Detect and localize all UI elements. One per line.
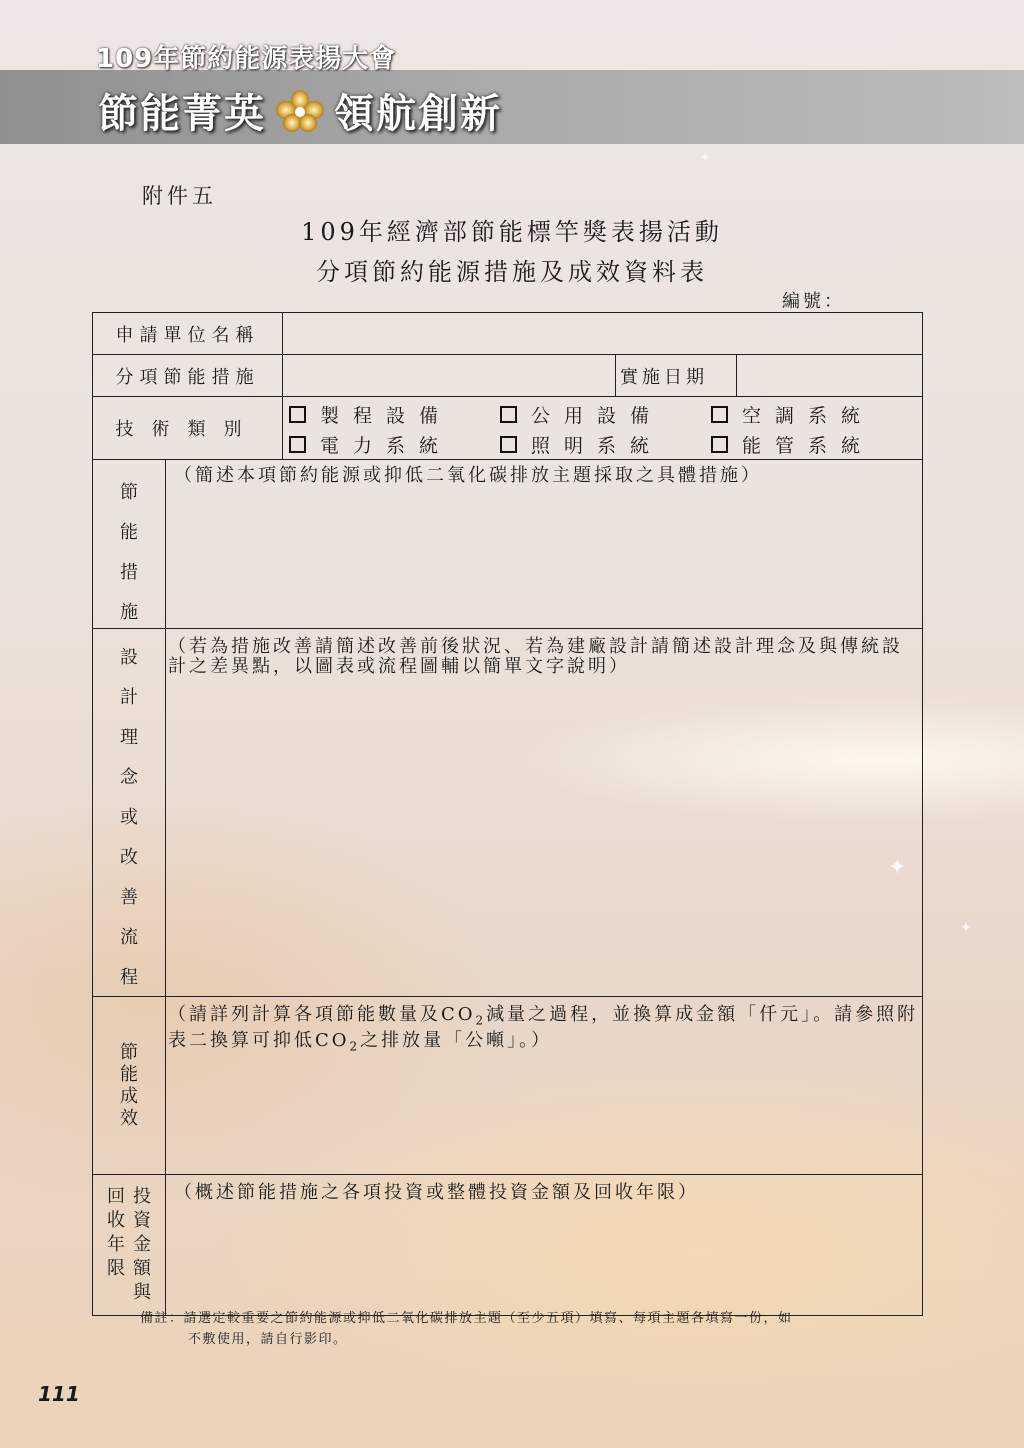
applicant-label: 申請單位名稱: [93, 313, 283, 355]
option-utility-equipment[interactable]: 公用設備: [500, 401, 711, 428]
doc-title-line1: 109年經濟部節能標竿獎表揚活動: [301, 218, 723, 246]
footnote-line2: 不敷使用，請自行影印。: [188, 1332, 348, 1347]
investment-label: [93, 1175, 166, 1316]
flower-logo-icon: [272, 89, 328, 133]
results-field[interactable]: [166, 997, 923, 1175]
date-label: 實施日期: [616, 355, 737, 397]
serial-label: 編號：: [782, 291, 845, 312]
investment-label-col2: 投 資 金 額 與: [133, 1186, 151, 1303]
measures-field[interactable]: [166, 460, 923, 629]
design-field[interactable]: [166, 629, 923, 997]
results-hint: （請詳列計算各項節能數量及$CO_2$減量之過程，並換算成金額「仟元」。請參照附表二換算可抑低$CO_2$之排放量「公噸」。）: [168, 1004, 919, 1054]
measure-field[interactable]: [283, 355, 616, 397]
tech-options-row-2: [289, 429, 922, 459]
investment-hint: （概述節能措施之各項投資或整體投資金額及回收年限）: [174, 1182, 699, 1203]
option-power-system[interactable]: 電力系統: [289, 431, 500, 458]
page-number: 111: [38, 1382, 80, 1406]
tech-options-row-1: [289, 399, 922, 429]
investment-label-col1: 回 收 年 限: [107, 1186, 125, 1279]
event-title: 109年節約能源表揚大會: [96, 44, 397, 74]
slogan: [98, 82, 502, 139]
results-label: 節 能 成 效: [93, 997, 166, 1175]
slogan-left: 節能菁英: [98, 90, 266, 137]
slogan-right: 領航創新: [334, 90, 502, 137]
measures-label: 節 能 措 施: [93, 460, 166, 629]
measures-hint: （簡述本項節約能源或抑低二氧化碳排放主題採取之具體措施）: [174, 465, 762, 486]
design-hint: （若為措施改善請簡述改善前後狀況、若為建廠設計請簡述設計理念及與傳統設計之差異點，以圖表或流程圖輔以簡單文字說明）: [168, 636, 903, 677]
tech-options: [283, 397, 923, 460]
sparkle-icon: ✦: [888, 855, 907, 880]
doc-title-line2: 分項節約能源措施及成效資料表: [316, 258, 708, 286]
option-process-equipment[interactable]: 製程設備: [289, 401, 500, 428]
checkbox-icon[interactable]: [500, 436, 517, 453]
checkbox-icon[interactable]: [289, 406, 306, 423]
sparkle-icon: ✦: [700, 150, 711, 164]
measure-label: 分項節能措施: [93, 355, 283, 397]
footnote-line1: 備註：請選定較重要之節約能源或抑低二氧化碳排放主題（至少五項）填寫、每項主題各填寫一份，如: [140, 1311, 793, 1326]
data-form-table: [92, 312, 923, 1316]
checkbox-icon[interactable]: [711, 406, 728, 423]
attachment-label: 附件五: [142, 184, 217, 208]
design-label: 設 計 理 念 或 改 善 流 程: [93, 629, 166, 997]
investment-field[interactable]: [166, 1175, 923, 1316]
date-field[interactable]: [737, 355, 923, 397]
tech-label: 技術類別: [93, 397, 283, 460]
checkbox-icon[interactable]: [289, 436, 306, 453]
sparkle-icon: ✦: [960, 920, 972, 936]
option-hvac-system[interactable]: 空調系統: [711, 401, 922, 428]
checkbox-icon[interactable]: [711, 436, 728, 453]
option-energy-management-system[interactable]: 能管系統: [711, 431, 922, 458]
footnote: [140, 1308, 793, 1350]
checkbox-icon[interactable]: [500, 406, 517, 423]
applicant-field[interactable]: [283, 313, 923, 355]
option-lighting-system[interactable]: 照明系統: [500, 431, 711, 458]
